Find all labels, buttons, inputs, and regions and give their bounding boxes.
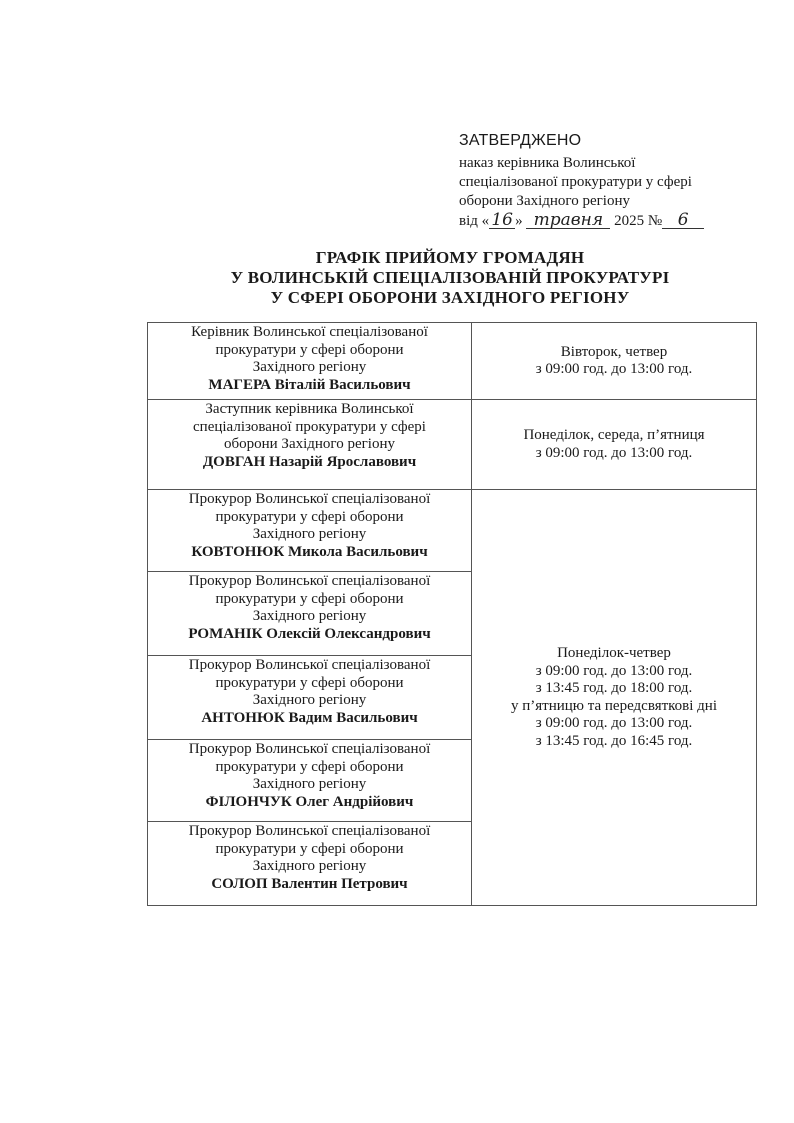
approval-number: 6: [662, 212, 704, 229]
approval-line: спеціалізованої прокуратури у сфері: [459, 174, 692, 190]
person-cell: [148, 740, 472, 822]
table-row: [148, 490, 757, 572]
person-name: КОВТОНЮК Микола Васильович: [191, 543, 428, 560]
person-name: СОЛОП Валентин Петрович: [211, 875, 408, 892]
role-text: прокуратури у сфері оборони: [215, 341, 404, 358]
role-text: оборони Західного регіону: [224, 436, 395, 452]
title-line: У СФЕРІ ОБОРОНИ ЗАХІДНОГО РЕГІОНУ: [270, 288, 630, 307]
hours-text: з 09:00 год. до 13:00 год.: [535, 715, 693, 731]
role-text: Прокурор Волинської спеціалізованої: [188, 823, 431, 839]
person-name: АНТОНЮК Вадим Васильович: [201, 709, 418, 726]
title-line: У ВОЛИНСЬКІЙ СПЕЦІАЛІЗОВАНІЙ ПРОКУРАТУРІ: [230, 268, 670, 287]
person-cell: [148, 490, 472, 572]
role-text: прокуратури у сфері оборони: [215, 840, 404, 857]
role-text: прокуратури у сфері оборони: [215, 758, 404, 775]
schedule-table: [147, 322, 757, 906]
table-row: [148, 323, 757, 400]
approval-line: оборони Західного регіону: [459, 193, 630, 209]
role-text: Прокурор Волинської спеціалізованої: [188, 657, 431, 673]
hours-text: з 13:45 год. до 18:00 год.: [535, 680, 693, 696]
shared-hours-cell: [472, 490, 757, 906]
person-cell: [148, 822, 472, 906]
person-name: ФІЛОНЧУК Олег Андрійович: [205, 793, 414, 810]
approval-year: 2025 №: [614, 213, 663, 229]
approval-line: наказ керівника Волинської: [459, 155, 636, 171]
person-name: РОМАНІК Олексій Олександрович: [188, 625, 431, 642]
title-line: ГРАФІК ПРИЙОМУ ГРОМАДЯН: [315, 248, 585, 267]
hours-text: у п’ятницю та передсвяткові дні: [510, 697, 718, 714]
date-close: »: [515, 213, 523, 229]
role-text: прокуратури у сфері оборони: [215, 508, 404, 525]
role-text: Заступник керівника Волинської: [205, 401, 414, 417]
hours-text: з 09:00 год. до 13:00 год.: [535, 662, 693, 679]
person-cell: [148, 656, 472, 740]
approval-day: 16: [489, 212, 515, 229]
approval-heading: ЗАТВЕРДЖЕНО: [459, 132, 582, 149]
approval-date: [459, 212, 759, 231]
role-text: Західного регіону: [252, 776, 367, 792]
hours-text: Понеділок, середа, п’ятниця: [523, 427, 705, 443]
role-text: спеціалізованої прокуратури у сфері: [193, 418, 426, 435]
hours-text: з 09:00 год. до 13:00 год.: [535, 444, 693, 461]
person-cell: [148, 323, 472, 400]
role-text: Західного регіону: [252, 359, 367, 375]
hours-text: Вівторок, четвер: [560, 343, 668, 360]
person-cell: [148, 572, 472, 656]
role-text: Західного регіону: [252, 526, 367, 542]
role-text: Прокурор Волинської спеціалізованої: [188, 491, 431, 507]
person-name: МАГЕРА Віталій Васильович: [208, 376, 411, 393]
role-text: Західного регіону: [252, 858, 367, 874]
hours-text: з 09:00 год. до 13:00 год.: [535, 361, 693, 377]
role-text: Західного регіону: [252, 608, 367, 624]
approval-month: травня: [526, 212, 610, 229]
person-cell: [148, 400, 472, 490]
approval-block: [459, 131, 759, 231]
role-text: Керівник Волинської спеціалізованої: [191, 324, 428, 340]
role-text: Прокурор Волинської спеціалізованої: [188, 573, 431, 589]
hours-cell: [472, 400, 757, 490]
hours-text: з 13:45 год. до 16:45 год.: [535, 732, 693, 749]
role-text: Західного регіону: [252, 692, 367, 708]
table-row: [148, 400, 757, 490]
role-text: Прокурор Волинської спеціалізованої: [188, 741, 431, 757]
role-text: прокуратури у сфері оборони: [215, 674, 404, 691]
person-name: ДОВГАН Назарій Ярославович: [202, 453, 417, 470]
document-title: [150, 248, 750, 308]
date-prefix: від «: [459, 213, 490, 229]
role-text: прокуратури у сфері оборони: [215, 590, 404, 607]
hours-text: Понеділок-четвер: [557, 645, 671, 661]
hours-cell: [472, 323, 757, 400]
